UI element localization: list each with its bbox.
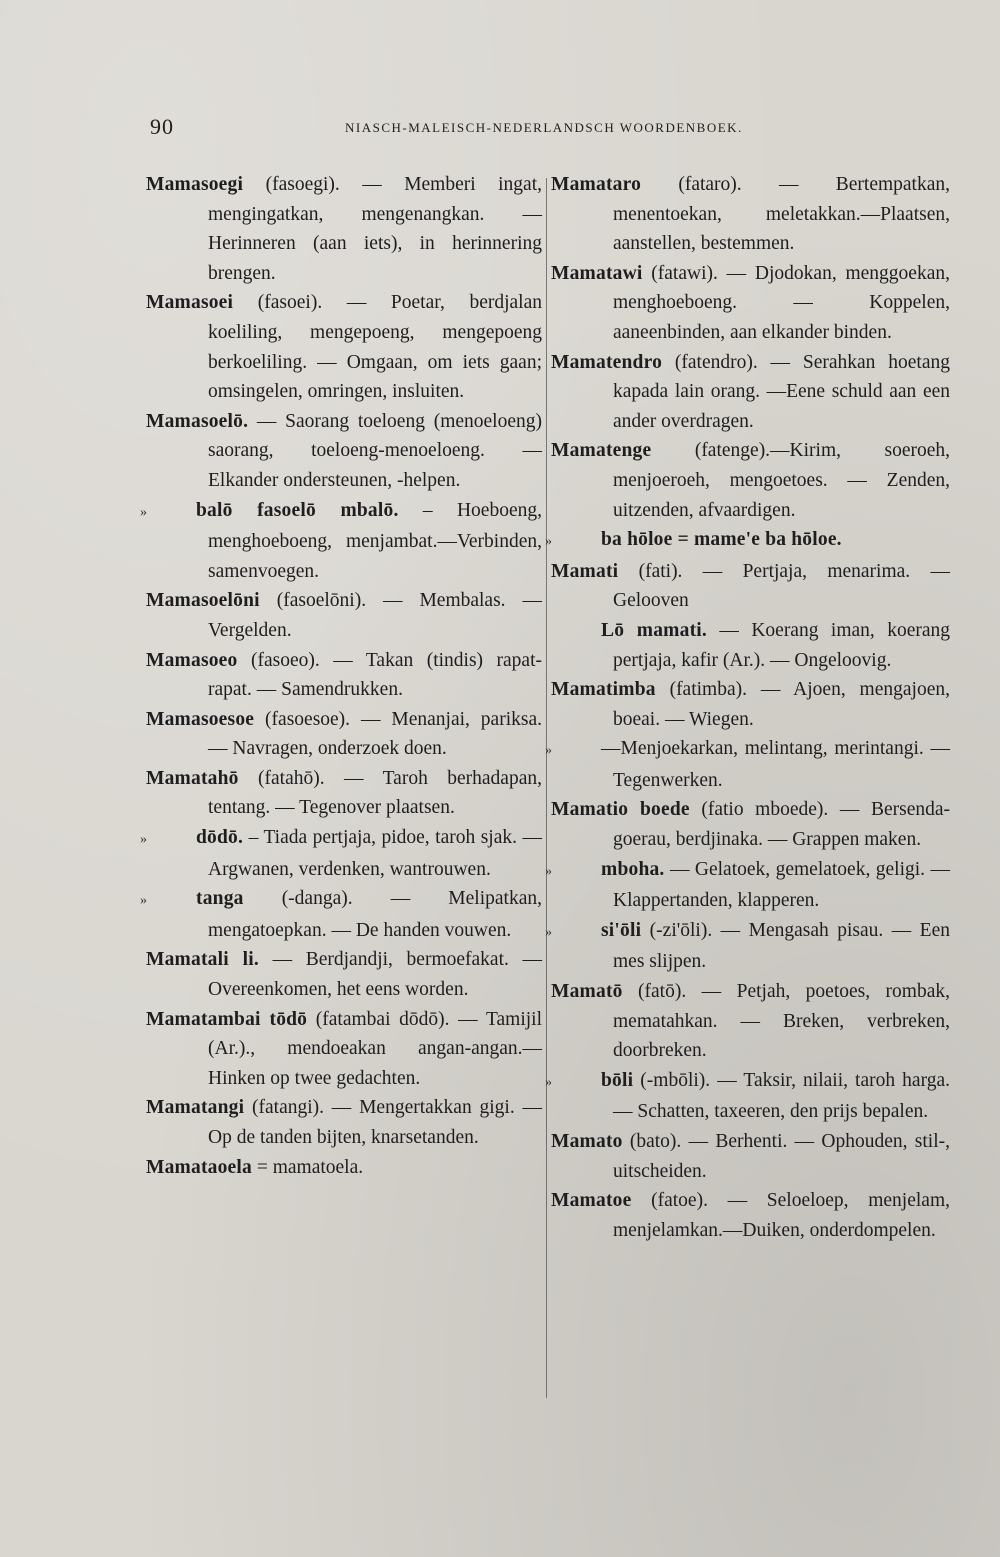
- headword: Mamatimba: [551, 679, 656, 701]
- definition: = mamatoela.: [251, 1156, 364, 1178]
- sub-entry: [545, 734, 950, 795]
- dictionary-entry: [551, 170, 950, 259]
- dictionary-entry: [551, 1127, 950, 1186]
- definition: — Saorang toeloeng (menoeloeng) saorang, toeloeng-menoeloeng. — Elkander ondersteunen, -helpen.: [208, 410, 542, 491]
- dictionary-entry: [146, 407, 542, 496]
- ditto-mark: »: [545, 534, 552, 550]
- headword: balō fasoelō mbalō.: [196, 499, 399, 521]
- headword: si'ōli: [601, 919, 642, 941]
- dictionary-entry: [146, 1153, 542, 1183]
- definition: (fatahō). — Taroh berhadapan, tentang. — Tegenover plaatsen.: [208, 767, 542, 819]
- definition: (fatio mboede). — Bersenda-goerau, berdjinaka. — Grappen maken.: [613, 799, 950, 851]
- page-number: 90: [150, 114, 174, 139]
- headword: ba hōloe = mame'e ba hōloe.: [601, 529, 842, 551]
- column-divider: [546, 178, 547, 1398]
- definition: (fatendro). — Serahkan hoetang kapada lain orang. —Eene schuld aan een ander overdragen.: [613, 351, 950, 432]
- headword: Mamatawi: [551, 262, 643, 284]
- sub-entry: [545, 855, 950, 916]
- definition: (fasoeo). — Takan (tindis) rapat-rapat. — Samendrukken.: [208, 649, 542, 701]
- headword: Mamatangi: [146, 1097, 245, 1119]
- ditto-mark: »: [140, 832, 147, 848]
- dictionary-entry: [146, 1093, 542, 1152]
- headword: Mamasoelō.: [146, 410, 249, 432]
- ditto-mark: »: [140, 504, 147, 520]
- left-column: [140, 170, 542, 1182]
- dictionary-entry: [551, 436, 950, 525]
- dictionary-entry: [146, 1005, 542, 1094]
- ditto-mark: »: [545, 863, 552, 879]
- headword: Mamatali li.: [146, 949, 259, 971]
- headword: Mamatenge: [551, 440, 652, 462]
- dictionary-entry: [146, 764, 542, 823]
- sub-entry: [545, 1066, 950, 1127]
- definition: — Koerang iman, koerang pertjaja, kafir (Ar.). — Ongeloovig.: [613, 619, 950, 671]
- definition: (fatimba). — Ajoen, mengajoen, boeai. — Wiegen.: [613, 679, 950, 730]
- dictionary-entry: [146, 705, 542, 764]
- ditto-mark: »: [545, 1074, 552, 1090]
- dictionary-entry: [146, 288, 542, 406]
- dictionary-entry: [146, 646, 542, 705]
- definition: (fasoesoe). — Menanjai, pariksa. — Navragen, onderzoek doen.: [208, 708, 542, 760]
- ditto-mark: »: [545, 924, 552, 940]
- sub-entry: [545, 916, 950, 977]
- definition: (fatoe). — Seloeloep, menjelam, menjelamkan.—Duiken, onderdompelen.: [613, 1190, 950, 1241]
- dictionary-entry: [146, 945, 542, 1004]
- definition: (-danga). — Melipatkan, mengatoepkan. — De handen vouwen.: [208, 888, 542, 941]
- sub-entry: [551, 616, 950, 675]
- headword: Mamasoegi: [146, 174, 244, 195]
- headword: dōdō.: [196, 827, 244, 849]
- running-title: NIASCH-MALEISCH-NEDERLANDSCH WOORDENBOEK.: [345, 120, 743, 135]
- definition: (fataro). — Bertempatkan, menentoekan, meletakkan.—Plaatsen, aanstellen, bestemmen.: [613, 174, 950, 255]
- definition: — Gelatoek, gemelatoek, geligi. —Klappertanden, klapperen.: [613, 858, 950, 912]
- headword: Mamatendro: [551, 351, 663, 373]
- definition: (bato). — Berhenti. — Ophouden, stil-, uitscheiden.: [613, 1131, 950, 1182]
- headword: Mamati: [551, 560, 619, 582]
- headword: Lō mamati.: [601, 619, 707, 641]
- dictionary-entry: [146, 170, 542, 288]
- definition: (-zi'ōli). — Mengasah pisau. — Een mes slijpen.: [613, 919, 950, 973]
- headword: Mamasoesoe: [146, 708, 255, 730]
- running-head: [150, 114, 950, 142]
- dictionary-entry: [146, 586, 542, 645]
- headword: tanga: [196, 888, 244, 910]
- headword: Mamataoela: [146, 1156, 252, 1178]
- right-column: [545, 170, 950, 1245]
- headword: bōli: [601, 1069, 634, 1091]
- dictionary-entry: [551, 557, 950, 616]
- headword: Mamasoelōni: [146, 590, 260, 612]
- dictionary-entry: [551, 1186, 950, 1245]
- dictionary-entry: [551, 977, 950, 1066]
- definition: (fasoelōni). — Membalas. — Vergelden.: [208, 590, 542, 641]
- headword: Mamataro: [551, 174, 642, 195]
- definition: —Menjoekarkan, melintang, merintangi. — Tegenwerken.: [601, 738, 950, 791]
- definition: (fatenge).—Kirim, soeroeh, menjoeroeh, mengoetoes. — Zenden, uitzenden, afvaardigen.: [613, 440, 950, 521]
- definition: (fasoei). — Poetar, berdjalan koeliling, mengepoeng, mengepoeng berkoeliling. — Omgaan, om iets gaan; omsingelen, omringen, insluiten.: [208, 292, 542, 403]
- definition: – Tiada pertjaja, pidoe, taroh sjak. — Argwanen, verdenken, wantrouwen.: [208, 827, 542, 880]
- headword: Mamatoe: [551, 1190, 632, 1212]
- headword: Mamasoei: [146, 292, 234, 314]
- dictionary-entry: [551, 348, 950, 437]
- definition: — Berdjandji, bermoefakat. —Overeenkomen, het eens worden.: [208, 949, 542, 1001]
- ditto-mark: »: [140, 893, 147, 909]
- definition: – Hoeboeng, menghoeboeng, menjambat.—Verbinden, samenvoegen.: [208, 499, 542, 582]
- sub-entry: [140, 496, 542, 587]
- headword: Mamatahō: [146, 767, 239, 789]
- sub-entry: [140, 823, 542, 884]
- ditto-mark: »: [545, 743, 552, 759]
- headword: Mamatō: [551, 981, 623, 1003]
- sub-entry: [140, 884, 542, 945]
- headword: Mamasoeo: [146, 649, 238, 671]
- definition: (-mbōli). — Taksir, nilaii, taroh harga. — Schatten, taxeeren, den prijs bepalen.: [613, 1069, 950, 1123]
- dictionary-entry: [551, 675, 950, 734]
- definition: (fasoegi). — Memberi ingat, mengingatkan, mengenangkan. — Herinneren (aan iets), in herinnering brengen.: [208, 174, 542, 284]
- headword: Mamatambai tōdō: [146, 1008, 308, 1030]
- definition: (fati). — Pertjaja, menarima. — Gelooven: [613, 560, 950, 612]
- definition: (fatambai dōdō). — Tamijil (Ar.)., mendoeakan angan-angan.—Hinken op twee gedachten.: [208, 1008, 542, 1089]
- dictionary-entry: [551, 259, 950, 348]
- definition: (fatō). — Petjah, poetoes, rombak, mematahkan. — Breken, verbreken, doorbreken.: [613, 981, 950, 1062]
- headword: Mamatio boede: [551, 799, 690, 821]
- dictionary-entry: [551, 795, 950, 854]
- headword: Mamato: [551, 1131, 623, 1152]
- headword: mboha.: [601, 858, 665, 880]
- sub-entry: [545, 525, 950, 557]
- definition: (fatangi). — Mengertakkan gigi. — Op de tanden bijten, knarsetanden.: [208, 1097, 542, 1148]
- definition: (fatawi). — Djodokan, menggoekan, menghoeboeng. — Koppelen, aaneenbinden, aan elkander binden.: [613, 262, 950, 343]
